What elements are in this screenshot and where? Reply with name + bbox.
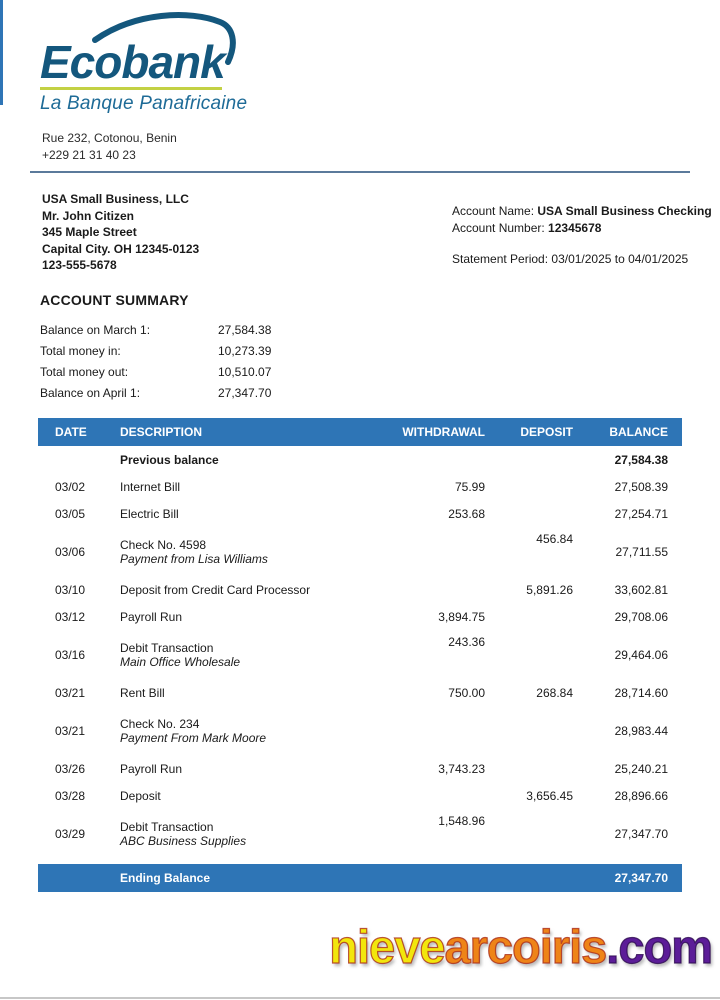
bank-address <box>42 130 177 164</box>
description-main: Check No. 4598 <box>120 537 207 552</box>
cell-balance: 28,983.44 <box>614 723 668 738</box>
cell-description <box>120 641 370 669</box>
customer-name: USA Small Business, LLC <box>42 192 189 206</box>
summary-label: Total money in: <box>40 343 121 358</box>
summary-row <box>40 340 308 361</box>
col-header-deposit: DEPOSIT <box>520 425 573 439</box>
description-main: Deposit <box>120 788 161 803</box>
ending-balance-label: Ending Balance <box>120 871 211 885</box>
cell-date: 03/02 <box>55 479 86 494</box>
description-sub: Payment From Mark Moore <box>120 730 267 745</box>
logo-underline <box>40 87 222 90</box>
cell-description <box>120 480 370 494</box>
cell-balance: 27,508.39 <box>614 479 668 494</box>
description-main: Check No. 234 <box>120 716 200 731</box>
description-main: Debit Transaction <box>120 819 214 834</box>
description-main: Electric Bill <box>120 506 179 521</box>
cell-description <box>120 538 370 566</box>
watermark-part1: nieve <box>329 920 445 973</box>
statement-period-row <box>452 251 712 268</box>
account-summary-title: ACCOUNT SUMMARY <box>40 292 189 308</box>
watermark-part2: arcoiris <box>444 920 607 973</box>
ecobank-logo-icon <box>40 10 250 86</box>
cell-date: 03/28 <box>55 788 86 803</box>
cell-balance: 27,347.70 <box>614 826 668 841</box>
cell-date: 03/21 <box>55 685 86 700</box>
description-main: Payroll Run <box>120 761 183 776</box>
ending-balance-row <box>38 864 682 892</box>
account-summary <box>40 319 308 403</box>
cell-withdrawal: 243.36 <box>448 635 485 649</box>
logo-tagline: La Banque Panafricaine <box>40 93 248 114</box>
header-divider <box>30 171 690 173</box>
table-row <box>38 679 682 706</box>
description-main: Payroll Run <box>120 609 183 624</box>
cell-balance: 28,896.66 <box>614 788 668 803</box>
cell-balance: 27,254.71 <box>614 506 668 521</box>
cell-date: 03/21 <box>55 723 86 738</box>
cell-date: 03/26 <box>55 761 86 776</box>
cell-balance: 28,714.60 <box>614 685 668 700</box>
watermark-nievearcoiris <box>329 920 712 973</box>
cell-balance: 27,584.38 <box>614 452 668 467</box>
cell-withdrawal: 750.00 <box>448 685 485 700</box>
cell-withdrawal <box>370 527 485 532</box>
description-main: Debit Transaction <box>120 640 214 655</box>
cell-description <box>120 820 370 848</box>
bank-address-line1: Rue 232, Cotonou, Benin <box>42 131 177 145</box>
cell-deposit: 268.84 <box>536 685 573 700</box>
account-name-row <box>452 203 712 220</box>
cell-balance: 25,240.21 <box>614 761 668 776</box>
cell-date: 03/29 <box>55 826 86 841</box>
description-main: Deposit from Credit Card Processor <box>120 582 311 597</box>
col-header-description: DESCRIPTION <box>120 425 203 439</box>
account-number-row <box>452 220 712 237</box>
summary-row <box>40 382 308 403</box>
page-bottom-edge <box>0 997 720 999</box>
summary-value: 27,584.38 <box>218 322 272 337</box>
col-header-withdrawal: WITHDRAWAL <box>402 425 485 439</box>
cell-deposit <box>485 630 573 635</box>
cell-description <box>120 610 370 624</box>
summary-label: Balance on April 1: <box>40 385 141 400</box>
description-sub: Payment from Lisa Williams <box>120 551 268 566</box>
account-name-value: USA Small Business Checking <box>537 204 712 218</box>
cell-withdrawal: 75.99 <box>454 479 485 494</box>
account-number-value: 12345678 <box>548 221 602 235</box>
cell-description <box>120 583 370 597</box>
statement-period-value: 03/01/2025 to 04/01/2025 <box>551 252 689 266</box>
cell-description <box>120 789 370 803</box>
cell-date: 03/06 <box>55 544 86 559</box>
table-row <box>38 576 682 603</box>
table-body <box>38 446 682 858</box>
watermark-part3: .com <box>606 920 712 973</box>
customer-contact: Mr. John Citizen <box>42 208 135 223</box>
description-sub: ABC Business Supplies <box>120 833 247 848</box>
ending-balance-value: 27,347.70 <box>614 871 668 885</box>
cell-description <box>120 507 370 521</box>
cell-deposit <box>485 809 573 814</box>
cell-withdrawal: 3,894.75 <box>438 609 485 624</box>
description-main: Internet Bill <box>120 479 181 494</box>
cell-withdrawal <box>370 706 485 711</box>
table-row <box>38 527 682 576</box>
account-info-block <box>452 203 712 268</box>
ecobank-logo <box>40 10 250 115</box>
customer-address-block <box>42 191 199 274</box>
cell-deposit <box>485 706 573 711</box>
summary-row <box>40 361 308 382</box>
cell-date: 03/10 <box>55 582 86 597</box>
statement-period-label: Statement Period: <box>452 252 552 266</box>
description-sub: Main Office Wholesale <box>120 654 241 669</box>
cell-deposit: 456.84 <box>536 532 573 546</box>
summary-value: 10,273.39 <box>218 343 272 358</box>
summary-value: 27,347.70 <box>218 385 272 400</box>
cell-deposit: 3,656.45 <box>526 788 573 803</box>
table-row <box>38 473 682 500</box>
summary-value: 10,510.07 <box>218 364 272 379</box>
table-header-row <box>38 418 682 446</box>
table-row <box>38 706 682 755</box>
cell-description <box>120 762 370 776</box>
cell-balance: 33,602.81 <box>614 582 668 597</box>
summary-row <box>40 319 308 340</box>
cell-deposit: 5,891.26 <box>526 582 573 597</box>
table-row <box>38 782 682 809</box>
table-row <box>38 603 682 630</box>
cell-balance: 29,708.06 <box>614 609 668 624</box>
page-edge-artifact <box>0 0 3 105</box>
customer-phone: 123-555-5678 <box>42 258 117 272</box>
bank-phone: +229 21 31 40 23 <box>42 148 136 162</box>
cell-withdrawal: 253.68 <box>448 506 485 521</box>
description-main: Rent Bill <box>120 685 165 700</box>
summary-label: Balance on March 1: <box>40 322 151 337</box>
cell-date: 03/12 <box>55 609 86 624</box>
cell-date: 03/05 <box>55 506 86 521</box>
cell-balance: 27,711.55 <box>615 544 668 559</box>
table-row <box>38 755 682 782</box>
logo-wordmark: Ecobank <box>40 36 225 86</box>
table-row <box>38 500 682 527</box>
customer-city: Capital City. OH 12345-0123 <box>42 241 200 256</box>
table-row <box>38 446 682 473</box>
cell-date: 03/16 <box>55 647 86 662</box>
account-number-label: Account Number: <box>452 221 549 235</box>
table-row <box>38 809 682 858</box>
account-name-label: Account Name: <box>452 204 538 218</box>
customer-street: 345 Maple Street <box>42 225 137 239</box>
cell-description <box>120 717 370 745</box>
cell-withdrawal: 1,548.96 <box>438 814 485 828</box>
cell-description <box>120 686 370 700</box>
transactions-table <box>38 418 682 892</box>
col-header-date: DATE <box>55 425 87 439</box>
cell-withdrawal: 3,743.23 <box>438 761 485 776</box>
description-main: Previous balance <box>120 452 219 467</box>
cell-description <box>120 453 370 467</box>
cell-balance: 29,464.06 <box>614 647 668 662</box>
col-header-balance: BALANCE <box>609 425 668 439</box>
summary-label: Total money out: <box>40 364 129 379</box>
table-row <box>38 630 682 679</box>
